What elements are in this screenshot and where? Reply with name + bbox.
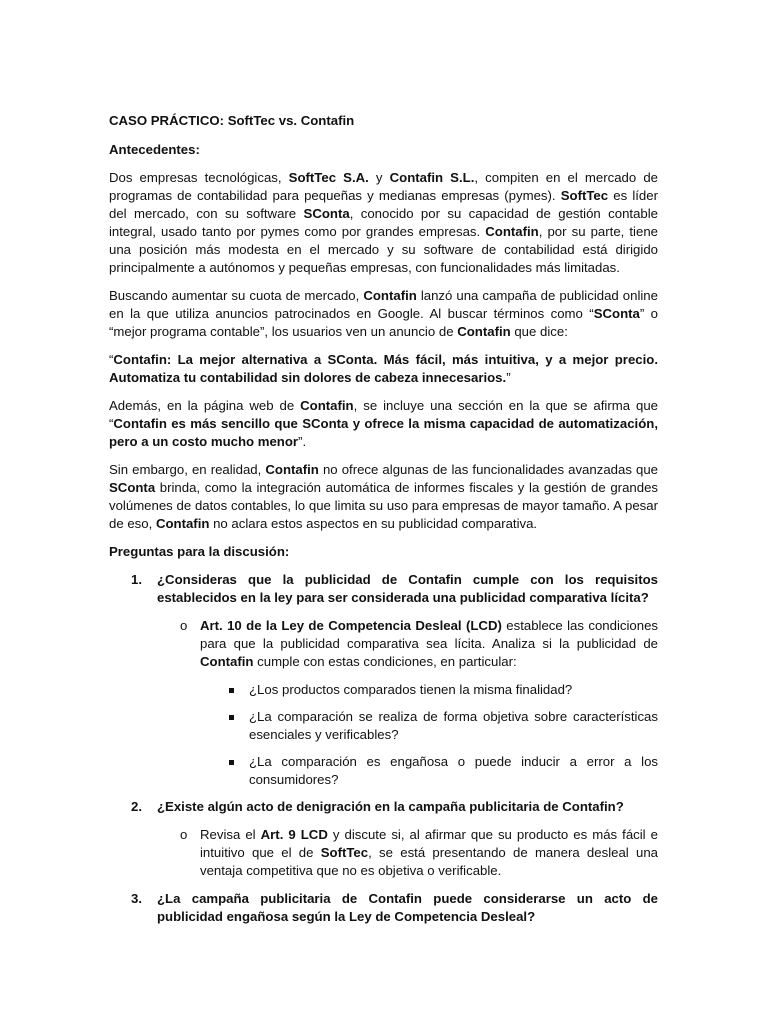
text-run: ” (506, 370, 511, 385)
bold-run: Contafin (200, 654, 254, 669)
bold-run: SoftTec (560, 188, 609, 203)
text-run: establece las condiciones para que la publicidad comparativa sea lícita. Analiza si la publicidad de (200, 618, 658, 651)
bullet-text: ¿Los productos comparados tienen la misma finalidad? (249, 682, 573, 697)
bold-run: Contafin S.L. (389, 170, 475, 185)
paragraph-ad-quote (109, 351, 658, 387)
bullet-item (109, 681, 658, 699)
bold-run: SConta (303, 206, 350, 221)
question-1 (109, 571, 658, 607)
text-run: brinda, como la integración automática de informes fiscales y la gestión de grandes volúmenes de datos contables, lo que limita su uso para empresas de mayor tamaño. A pesar de eso, (109, 480, 658, 531)
question-3 (109, 890, 658, 926)
question-1-subpoint (109, 617, 658, 671)
bold-run: Contafin (265, 462, 319, 477)
text-run: Sin embargo, en realidad, (109, 462, 266, 477)
text-run: Revisa el (200, 827, 261, 842)
square-bullet-icon (229, 760, 234, 765)
paragraph-campaign (109, 287, 658, 341)
bold-run: SConta (593, 306, 640, 321)
text-run: ” o “mejor programa contable”, los usuarios ven un anuncio de (109, 306, 659, 339)
text-run: Dos empresas tecnológicas, (109, 170, 289, 185)
bold-run: SConta (109, 480, 156, 495)
document-body (109, 112, 658, 936)
question-text: ¿Consideras que la publicidad de Contafin cumple con los requisitos establecidos en la ley para ser considerada una publicidad comparativa lícita? (157, 572, 658, 605)
bold-run: Contafin (485, 224, 539, 239)
paragraph-website-claim (109, 397, 658, 451)
text-run: “ (109, 352, 114, 367)
square-bullet-icon (229, 688, 234, 693)
question-text: ¿Existe algún acto de denigración en la campaña publicitaria de Contafin? (157, 799, 624, 814)
document-title: CASO PRÁCTICO: SoftTec vs. Contafin (109, 113, 355, 128)
text-run: , se incluye una sección en la que se afirma que “ (109, 398, 658, 431)
bold-run: Art. 10 de la Ley de Competencia Desleal (LCD) (200, 618, 502, 633)
square-bullet-icon (229, 715, 234, 720)
text-run: es líder del mercado, con su software (109, 188, 658, 221)
bold-run: Contafin (300, 398, 354, 413)
bullet-text: ¿La comparación es engañosa o puede inducir a error a los consumidores? (249, 754, 658, 787)
list-number: 1. (131, 572, 142, 587)
text-run: , conocido por su capacidad de gestión contable integral, usado tanto por pymes como por grandes empresas. (109, 206, 658, 239)
text-run: , por su parte, tiene una posición más modesta en el mercado y su software de contabilidad está dirigido principalmente a autónomos y pequeñas empresas, con funcionalidades más limitadas. (109, 224, 658, 275)
list-number: 2. (131, 799, 142, 814)
bold-run: Contafin es más sencillo que SConta y ofrece la misma capacidad de automatización, pero a un costo mucho menor (109, 416, 658, 449)
list-marker: o (180, 618, 188, 633)
bold-run: Contafin (457, 324, 511, 339)
paragraph-background (109, 169, 658, 277)
antecedentes-heading: Antecedentes: (109, 142, 200, 157)
bullet-text: ¿La comparación se realiza de forma objetiva sobre características esenciales y verificables? (249, 709, 658, 742)
text-run: lanzó una campaña de publicidad online en la que utiliza anuncios patrocinados en Google. Al buscar términos como “ (109, 288, 658, 321)
text-run: , se está presentando de manera desleal una ventaja competitiva que no es objetiva o verificable. (200, 845, 658, 878)
text-run: no aclara estos aspectos en su publicidad comparativa. (209, 516, 538, 531)
bold-run: Contafin (155, 516, 210, 531)
list-marker: o (180, 827, 188, 842)
question-text: ¿La campaña publicitaria de Contafin puede considerarse un acto de publicidad engañosa según la Ley de Competencia Desleal? (157, 891, 658, 924)
bold-run: SoftTec S.A. (288, 170, 369, 185)
text-run: ”. (298, 434, 307, 449)
text-run: , compiten en el mercado de programas de contabilidad para pequeñas y medianas empresas (pymes). (109, 170, 658, 203)
bullet-item (109, 708, 658, 744)
bold-run: Contafin (363, 288, 417, 303)
question-2 (109, 798, 658, 816)
list-number: 3. (131, 891, 142, 906)
text-run: Buscando aumentar su cuota de mercado, (109, 288, 364, 303)
text-run: Además, en la página web de (109, 398, 301, 413)
bullet-item (109, 753, 658, 789)
text-run: y discute si, al afirmar que su producto es más fácil e intuitivo que el de (200, 827, 658, 860)
preguntas-heading: Preguntas para la discusión: (109, 544, 290, 559)
text-run: que dice: (510, 324, 568, 339)
bold-run: Contafin: La mejor alternativa a SConta. Más fácil, más intuitiva, y a mejor precio. Automatiza tu contabilidad sin dolores de cabeza innecesarios. (109, 352, 658, 385)
bold-run: Art. 9 LCD (260, 827, 328, 842)
text-run: no ofrece algunas de las funcionalidades avanzadas que (318, 462, 659, 477)
text-run: cumple con estas condiciones, en particular: (253, 654, 517, 669)
text-run: y (368, 170, 390, 185)
bold-run: SoftTec (320, 845, 369, 860)
paragraph-reality (109, 461, 658, 533)
question-2-subpoint (109, 826, 658, 880)
